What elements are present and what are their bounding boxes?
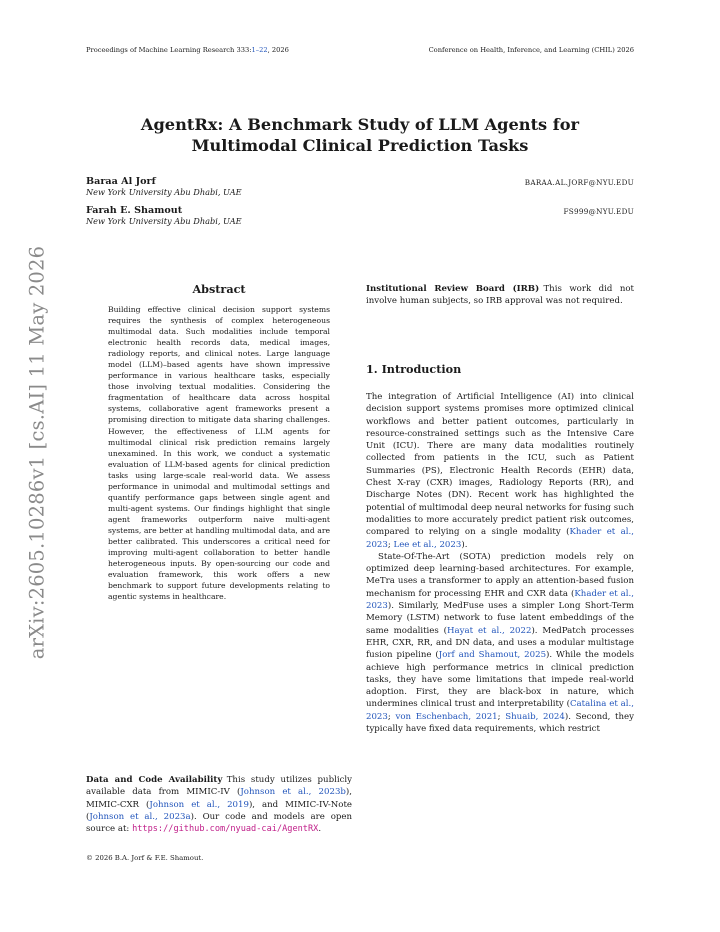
irb-text: This work did not involve human subjects, so IRB approval was not required.	[366, 284, 634, 307]
copyright-notice: © 2026 B.A. Jorf & F.E. Shamout.	[86, 854, 204, 862]
citation-link[interactable]: von Eschenbach, 2021	[395, 711, 498, 722]
citation-link[interactable]: Hayat et al., 2022	[447, 625, 532, 636]
running-header	[86, 46, 634, 58]
body-text: ). Similarly, MedFuse uses a simpler Long Short-Term Memory (LSTM) network to fuse latent embeddings of the same modalities (	[366, 601, 634, 636]
body-text: This study utilizes publicly available data from MIMIC-IV (	[86, 775, 352, 798]
page-range-link[interactable]: 1–22	[251, 46, 268, 54]
data-availability-paragraph	[86, 774, 352, 835]
author-block	[86, 176, 634, 197]
data-availability-heading: Data and Code Availability	[86, 775, 223, 785]
body-text: ), and MIMIC-IV-Note (	[86, 799, 352, 822]
author-affiliation: New York University Abu Dhabi, UAE	[86, 187, 242, 197]
irb-heading: Institutional Review Board (IRB)	[366, 284, 540, 294]
body-text: ;	[387, 539, 394, 550]
body-text: State-Of-The-Art (SOTA) prediction models rely on optimized deep learning-based architectures. For example, MeTra uses a transformer to apply an attention-based fusion mechanism for processing EHR and CXR data (	[366, 551, 634, 599]
body-text: ). MedPatch processes EHR, CXR, RR, and DN data, and uses a modular multistage fusion pipeline (	[366, 625, 634, 661]
introduction-heading: 1. Introduction	[366, 362, 462, 376]
citation-link[interactable]: Khader et al., 2023	[366, 527, 634, 550]
irb-paragraph	[366, 283, 634, 308]
author-block	[86, 205, 634, 226]
author-email: BARAA.AL.JORF@NYU.EDU	[524, 178, 634, 187]
proceedings-line	[86, 46, 289, 54]
citation-link[interactable]: Johnson et al., 2023b	[240, 787, 346, 798]
conference-name: Conference on Health, Inference, and Learning (CHIL) 2026	[428, 46, 634, 54]
body-text: ;	[497, 711, 506, 722]
data-availability-section	[86, 774, 352, 835]
body-text: ). Our code and models are open source at:	[86, 811, 353, 835]
arxiv-identifier-text: arXiv:2605.10286v1 [cs.AI] 11 May 2026	[25, 245, 49, 659]
citation-link[interactable]: Khader et al., 2023	[366, 588, 634, 612]
body-text: ). While the models achieve high performance metrics in clinical prediction tasks, they have some limitations that impede real-world adoption. First, they are black-box in nature, which undermines clinical trust and interpretability (	[366, 650, 634, 710]
author-email: FS999@NYU.EDU	[563, 207, 634, 216]
proceedings-text: Proceedings of Machine Learning Research 333:	[86, 46, 252, 54]
body-text: ).	[461, 539, 468, 550]
citation-link[interactable]: Jorf and Shamout, 2025	[438, 650, 547, 661]
abstract-text: Building effective clinical decision support systems requires the synthesis of complex heterogeneous multimodal data. Such modalities include temporal electronic health records data, medical images, radiology reports, and clinical notes. Large language model (LLM)–based agents have shown impressive performance in various healthcare tasks, especially those involving textual modalities. Considering the fragmentation of healthcare data across hospital systems, collaborative agent frameworks present a promising direction to mitigate data sharing challenges. However, the effectiveness of LLM agents for multimodal clinical risk prediction remains largely unexamined. In this work, we conduct a systematic evaluation of LLM-based agents for clinical prediction tasks using large-scale real-world data. We assess performance in unimodal and multimodal settings and quantify performance gaps between single agent and multi-agent systems. Our findings highlight that single agent frameworks outperform naive multi-agent systems, are better at handling multimodal data, and are better calibrated. This underscores a critical need for improving multi-agent collaboration to better handle heterogeneous inputs. By open-sourcing our code and evaluation framework, this work offers a new benchmark to support future developments relating to agentic systems in healthcare.	[108, 305, 330, 602]
arxiv-identifier	[24, 245, 50, 659]
author-affiliation: New York University Abu Dhabi, UAE	[86, 216, 242, 226]
proceedings-year: , 2026	[267, 46, 289, 54]
github-url-link[interactable]: https://github.com/nyuad-cai/AgentRX	[132, 824, 319, 835]
body-text: .	[318, 824, 322, 835]
citation-link[interactable]: Catalina et al., 2023	[366, 699, 634, 722]
intro-paragraph-2	[366, 551, 634, 735]
citation-link[interactable]: Johnson et al., 2023a	[89, 811, 191, 822]
body-text: ;	[387, 711, 396, 722]
body-text: ). Second, they typically have fixed data requirements, which restrict	[366, 711, 634, 735]
citation-link[interactable]: Johnson et al., 2019	[149, 799, 249, 810]
abstract-section	[108, 282, 330, 602]
paper-title: AgentRx: A Benchmark Study of LLM Agents for Multimodal Clinical Prediction Tasks	[140, 115, 580, 155]
irb-section	[366, 283, 634, 308]
body-text: The integration of Artificial Intelligence (AI) into clinical decision support systems promises more optimized clinical workflows and better patient outcomes, particularly in resource-constrained settings such as the Intensive Care Unit (ICU). There are many data modalities routinely collected from patients in the ICU, such as Patient Summaries (PS), Electronic Health Records (EHR) data, Chest X-ray (CXR) images, Radiology Reports (RR), and Discharge Notes (DN). Recent work has highlighted the potential of multimodal deep neural networks for fusing such modalities to more accurately predict patient risk outcomes, compared to relying on a single modality (	[366, 392, 634, 538]
author-name: Farah E. Shamout	[86, 205, 183, 216]
intro-paragraph-1	[366, 391, 634, 551]
citation-link[interactable]: Shuaib, 2024	[505, 711, 565, 722]
author-name: Baraa Al Jorf	[86, 176, 156, 187]
introduction-section	[366, 362, 634, 735]
citation-link[interactable]: Lee et al., 2023	[393, 539, 462, 550]
body-text: ), MIMIC-CXR (	[86, 787, 353, 810]
abstract-heading: Abstract	[192, 282, 246, 296]
